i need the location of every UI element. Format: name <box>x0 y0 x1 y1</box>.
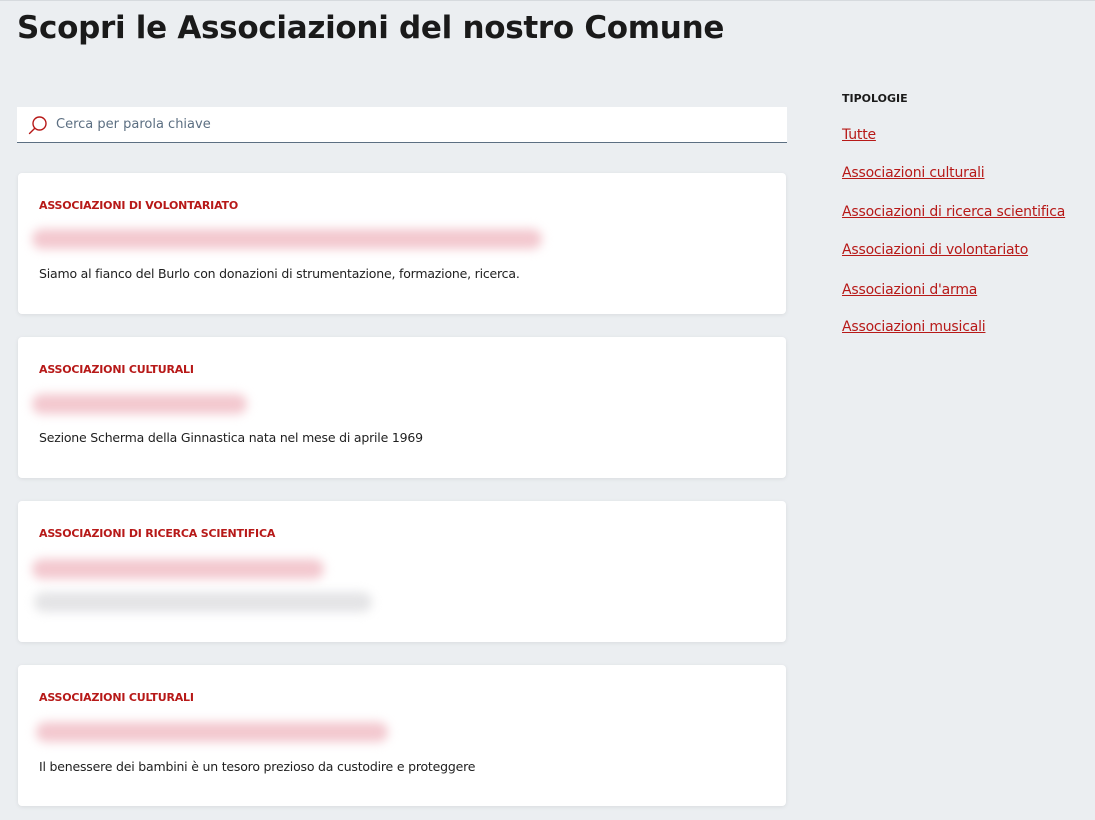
card-description: Siamo al fianco del Burlo con donazioni di strumentazione, formazione, ricerca. <box>39 266 520 281</box>
sidebar-heading: TIPOLOGIE <box>842 92 908 105</box>
card-description-redacted <box>34 592 372 612</box>
filter-link-cultural[interactable]: Associazioni culturali <box>842 165 985 181</box>
filter-link-arms[interactable]: Associazioni d'arma <box>842 282 978 298</box>
card-category: ASSOCIAZIONI CULTURALI <box>39 691 194 704</box>
top-divider <box>0 0 1095 1</box>
filter-link-all[interactable]: Tutte <box>842 127 876 143</box>
search-input[interactable] <box>56 110 756 140</box>
card-category: ASSOCIAZIONI DI VOLONTARIATO <box>39 199 238 212</box>
association-card[interactable] <box>18 173 786 314</box>
card-title-redacted <box>36 722 388 742</box>
search-icon[interactable] <box>26 113 50 137</box>
association-card[interactable] <box>18 337 786 478</box>
card-title-redacted <box>32 394 247 414</box>
card-category: ASSOCIAZIONI DI RICERCA SCIENTIFICA <box>39 527 276 540</box>
card-category: ASSOCIAZIONI CULTURALI <box>39 363 194 376</box>
search-bar[interactable] <box>17 107 787 143</box>
filter-link-musical[interactable]: Associazioni musicali <box>842 319 986 335</box>
card-description: Sezione Scherma della Ginnastica nata nel mese di aprile 1969 <box>39 430 423 445</box>
card-title-redacted <box>32 559 324 579</box>
filter-link-volunteering[interactable]: Associazioni di volontariato <box>842 242 1029 258</box>
association-card[interactable] <box>18 501 786 642</box>
card-title-redacted <box>32 229 542 249</box>
filter-link-scientific-research[interactable]: Associazioni di ricerca scientifica <box>842 204 1066 220</box>
association-card[interactable] <box>18 665 786 806</box>
page-title: Scopri le Associazioni del nostro Comune <box>17 10 725 46</box>
card-description: Il benessere dei bambini è un tesoro prezioso da custodire e proteggere <box>39 759 476 774</box>
